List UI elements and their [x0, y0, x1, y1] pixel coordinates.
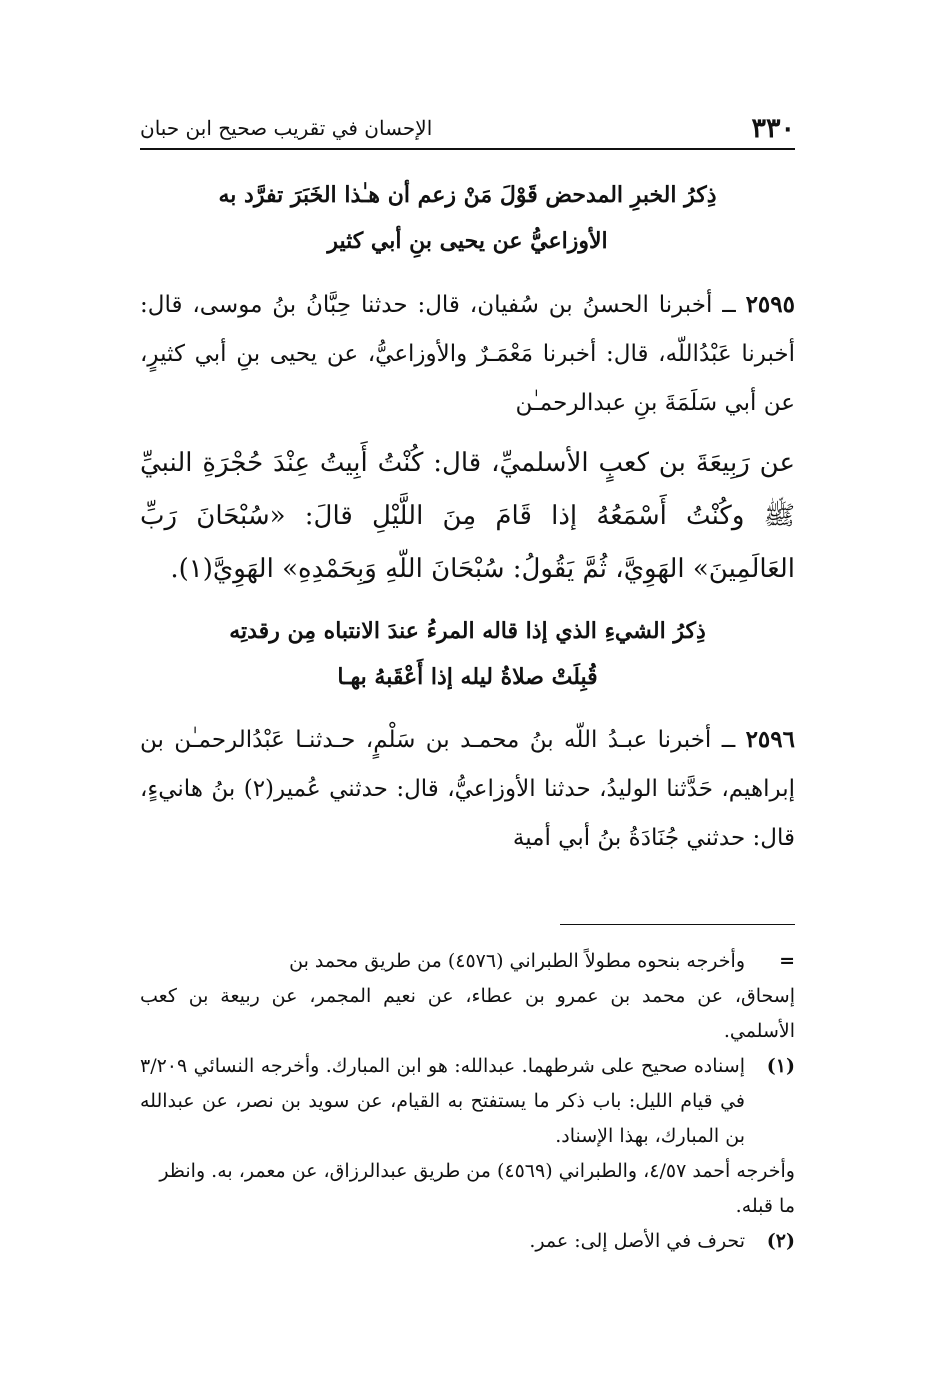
dash: ــ — [712, 292, 736, 318]
chapter-heading-2 — [140, 608, 795, 700]
continuation-marker: = — [779, 950, 795, 972]
hadith-2595-matn: عن رَبِيعَةَ بن كعبٍ الأسلميِّ، قال: كُنْتُ أَبِيتُ عِنْدَ حُجْرَةِ النبيِّ ﷺ وكُنْتُ أَسْمَعُهُ إذا قَامَ مِنَ اللَّيْلِ قالَ: «سُبْحَانَ رَبِّ العَالَمِينَ» الهَوِيَّ، ثُمَّ يَقُولُ: سُبْحَانَ اللّهِ وَبِحَمْدِهِ» الهَوِيَّ(١). — [140, 448, 795, 584]
hadith-number: ٢٥٩٥ — [745, 291, 795, 318]
hadith-text: أخبرنا الحسنُ بن سُفيان، قال: حدثنا حِبَّانُ بنُ موسى، قال: أخبرنا عَبْدُاللّه، قال: أخبرنا مَعْمَـرٌ والأوزاعيُّ، عن يحيى بنِ أبي كثيرٍ، عن أبي سَلَمَةَ بنِ عبدالرحمـٰن — [140, 292, 795, 416]
page-number: ٣٣٠ — [751, 112, 795, 144]
footnote-1 — [140, 1049, 795, 1154]
footnote-marker: (١) — [766, 1055, 795, 1077]
hadith-2596-isnad — [140, 715, 795, 863]
footnote-marker: (٢) — [766, 1230, 795, 1252]
chapter-heading-2-line1: ذِكرُ الشيءِ الذي إذا قاله المرءُ عندَ الانتباه مِن رقدتِه — [229, 618, 706, 644]
footnote-text: وأخرجه بنحوه مطولاً الطبراني (٤٥٧٦) من طريق محمد بن — [289, 950, 745, 972]
running-header — [140, 108, 795, 150]
chapter-heading-2-line2: قُبِلَتْ صلاةُ ليله إذا أَعْقَبهُ بهـا — [337, 664, 598, 690]
footnote-1-continued: وأخرجه أحمد ٤/٥٧، والطبراني (٤٥٦٩) من طريق عبدالرزاق، عن معمر، به. وانظر ما قبله. — [159, 1160, 795, 1217]
book-title: الإحسان في تقريب صحيح ابن حبان — [140, 116, 433, 140]
footnote-text: تحرف في الأصل إلى: عمر. — [529, 1230, 745, 1252]
hadith-2595-isnad — [140, 280, 795, 428]
chapter-heading-1-line1: ذِكرُ الخبرِ المدحض قَوْلَ مَنْ زعم أن هـٰذا الخَبَرَ تفرَّد به — [218, 182, 717, 208]
footnote-divider — [560, 924, 795, 925]
dash: ــ — [711, 727, 736, 753]
footnotes — [140, 944, 795, 1259]
footnote-continuation — [140, 944, 795, 979]
footnote-2 — [140, 1224, 795, 1259]
footnote-text: إسحاق، عن محمد بن عمرو بن عطاء، عن نعيم المجمر، عن ربيعة بن كعب الأسلمي. — [140, 985, 795, 1042]
hadith-number: ٢٥٩٦ — [745, 726, 795, 753]
chapter-heading-1-line2: الأوزاعيُّ عن يحيى بنِ أبي كثير — [327, 228, 608, 254]
hadith-text: أخبرنا عبـدُ اللّه بنُ محمـد بن سَلْمٍ، حـدثنـا عَبْدُالرحمـٰن بن إبراهيم، حَدَّثنا الوليدُ، حدثنا الأوزاعيُّ، قال: حدثني عُمير(٢) بنُ هانيءٍ، قال: حدثني جُنَادَةُ بنُ أبي أمية — [140, 727, 796, 851]
footnote-text: إسناده صحيح على شرطهما. عبدالله: هو ابن المبارك. وأخرجه النسائي ٣/٢٠٩ في قيام الليل: باب ذكر ما يستفتح به القيام، عن سويد بن نصر، عن عبدالله بن المبارك، بهذا الإسناد. — [140, 1055, 745, 1147]
chapter-heading-1 — [140, 172, 795, 264]
